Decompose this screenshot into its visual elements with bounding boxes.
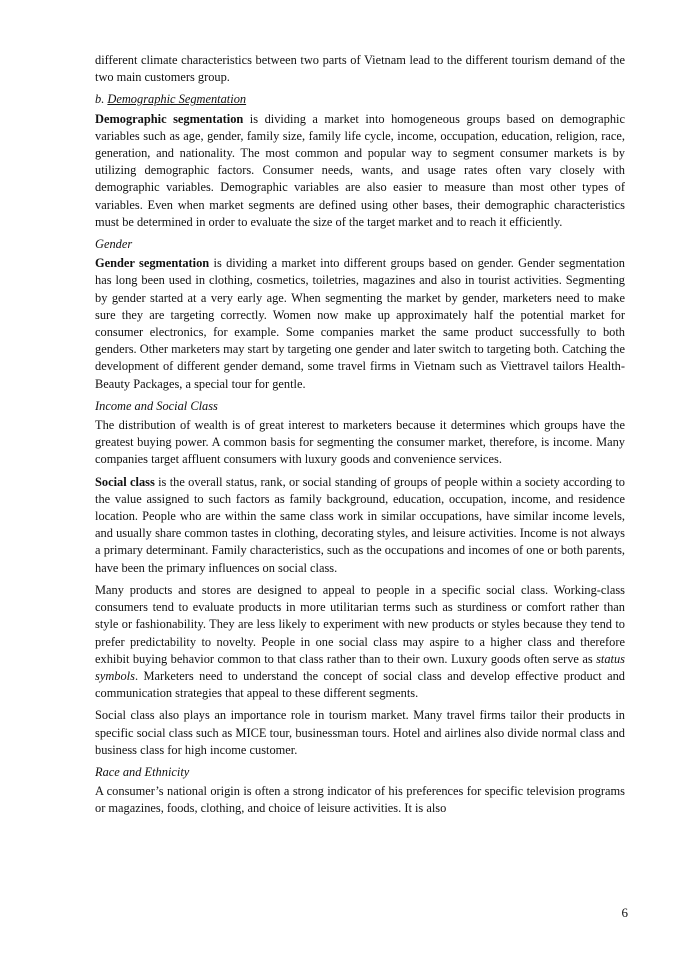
heading-demographic-segmentation [95,91,625,108]
social-class-body: is the overall status, rank, or social standing of groups of people within a society according to the value assigned to such factors as family background, education, occupation, income, and residence location. People who are within the same class work in similar occupations, have similar income levels, and usually share common tastes in clothing, decorating styles, and leisure activities. Income is not always a primary determinant. Family characteristics, such as the occupations and incomes of one or both parents, have been the primary influences on social class. [95,474,625,575]
intro-paragraph: different climate characteristics between two parts of Vietnam lead to the different tourism demand of the two main customers group. [95,53,625,85]
demographic-paragraph [95,111,625,231]
social-class-paragraph [95,474,625,577]
products-body-b: . Marketers need to understand the concept of social class and develop effective product and communication strategies that appeal to these different segments. [95,668,625,701]
gender-paragraph [95,255,625,393]
race-paragraph: A consumer’s national origin is often a strong indicator of his preferences for specific television programs or magazines, foods, clothing, and choice of leisure activities. It is also [95,784,625,816]
heading-income-social-class: Income and Social Class [95,398,218,413]
term-social-class: Social class [95,474,155,489]
products-body-a: Many products and stores are designed to appeal to people in a specific social class. Working-class consumers tend to evaluate products in more utilitarian terms such as sturdiness or comfort rather than style or fashionability. They are less likely to experiment with new products or styles because they tend to prefer predictability to novelty. People in one social class may aspire to a higher class and therefore exhibit buying behavior common to that class rather than to their own. Luxury goods often serve as [95,582,625,666]
demographic-body: is dividing a market into homogeneous groups based on demographic variables such as age, gender, family size, family life cycle, income, occupation, education, religion, race, generation, and nationality. The most common and popular way to segment consumer markets is by utilizing demographic factors. Consumer needs, wants, and usage rates often vary closely with demographic variables. Demographic variables are also easier to measure than most other types of variables. Even when market segments are defined using other bases, their demographic characteristics must be determined in order to evaluate the size of the target market and to reach it efficiently. [95,111,625,229]
term-gender-segmentation: Gender segmentation [95,256,210,271]
heading-race-ethnicity: Race and Ethnicity [95,764,190,779]
tourism-paragraph: Social class also plays an importance role in tourism market. Many travel firms tailor their products in specific social class such as MICE tour, businessman tours. Hotel and airlines also divide normal class and business class for high income customer. [95,708,625,757]
products-paragraph [95,582,625,702]
page-number: 6 [621,905,628,920]
term-demographic-segmentation: Demographic segmentation [95,111,244,126]
term-status-symbols: status symbols [95,651,625,683]
document-page [95,52,625,823]
heading-letter: b. [95,92,105,107]
heading-gender: Gender [95,237,133,252]
gender-body: is dividing a market into different groups based on gender. Gender segmentation has long been used in clothing, cosmetics, toiletries, magazines and also in tourist activities. Segmenting by gender started at a very early age. When segmenting the market by gender, marketers need to make sure they are targeting correctly. Women now make up approximately half the potential market for consumer electronics, for example. Some companies market the same product successfully to both genders. Other marketers may start by targeting one gender and later switch to targeting both. Catching the development of different gender demand, some travel firms in Vietnam such as Viettravel tailors Health-Beauty Packages, a special tour for gentle. [95,256,625,391]
heading-text: Demographic Segmentation [107,92,247,107]
income-paragraph: The distribution of wealth is of great interest to marketers because it determines which groups have the greatest buying power. A common basis for segmenting the consumer market, therefore, is income. Many companies target affluent consumers with luxury goods and convenience services. [95,418,625,467]
